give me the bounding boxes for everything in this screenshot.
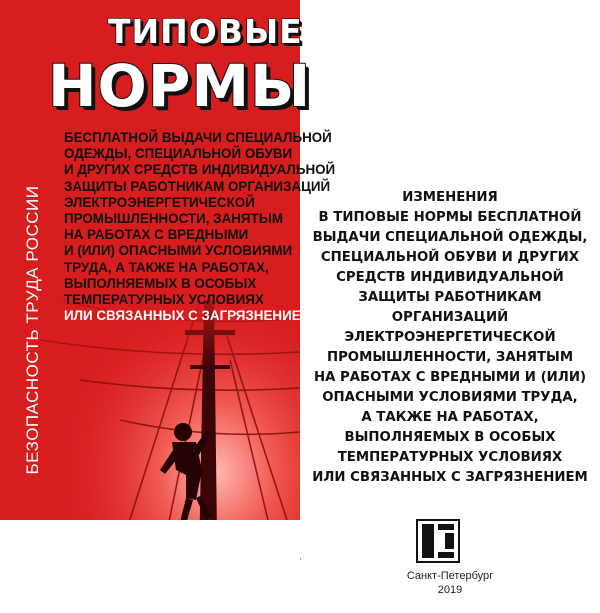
cover-title-main: НОРМЫ	[48, 52, 312, 120]
cover-line: БЕСПЛАТНОЙ ВЫДАЧИ СПЕЦИАЛЬНОЙ	[64, 130, 332, 145]
cover-line: ПРОМЫШЛЕННОСТИ, ЗАНЯТЫМ	[64, 210, 283, 226]
title-line: ВЫДАЧИ СПЕЦИАЛЬНОЙ ОДЕЖДЫ,	[312, 230, 588, 245]
cover-line: И ДРУГИХ СРЕДСТВ ИНДИВИДУАЛЬНОЙ	[64, 162, 336, 178]
publisher-logo-icon	[416, 519, 460, 563]
cover-line: НА РАБОТАХ С ВРЕДНЫМИ	[64, 227, 249, 243]
series-title: БЕЗОПАСНОСТЬ ТРУДА РОССИИ	[23, 185, 42, 475]
title-line: ЭЛЕКТРОЭНЕРГЕТИЧЕСКОЙ	[344, 330, 556, 345]
publication-city: Санкт-Петербург	[406, 570, 494, 582]
cover-line: ИЛИ СВЯЗАННЫХ С ЗАГРЯЗНЕНИЕМ	[64, 308, 312, 324]
title-line: В ТИПОВЫЕ НОРМЫ БЕСПЛАТНОЙ	[318, 210, 582, 225]
title-line: ИЗМЕНЕНИЯ	[402, 190, 498, 205]
cover-title-top: ТИПОВЫЕ	[108, 12, 303, 51]
title-line: ВЫПОЛНЯЕМЫХ В ОСОБЫХ	[344, 430, 556, 445]
title-line: А ТАКЖЕ НА РАБОТАХ,	[361, 410, 539, 425]
cover-description	[64, 130, 336, 324]
cover-line: ЭЛЕКТРОЭНЕРГЕТИЧЕСКОЙ	[64, 194, 255, 210]
title-line: НА РАБОТАХ С ВРЕДНЫМИ И (ИЛИ)	[313, 370, 587, 385]
title-line: ОПАСНЫМИ УСЛОВИЯМИ ТРУДА,	[322, 390, 578, 405]
cover-line: ОДЕЖДЫ, СПЕЦИАЛЬНОЙ ОБУВИ	[64, 146, 293, 162]
cover-line: ТРУДА, А ТАКЖЕ НА РАБОТАХ,	[64, 259, 269, 275]
publication-year: 2019	[437, 584, 463, 596]
title-line: ИЛИ СВЯЗАННЫХ С ЗАГРЯЗНЕНИЕМ	[312, 470, 588, 485]
title-line: ПРОМЫШЛЕННОСТИ, ЗАНЯТЫМ	[326, 350, 574, 365]
title-page-heading	[300, 188, 600, 488]
cover-line: ТЕМПЕРАТУРНЫХ УСЛОВИЯХ	[64, 291, 264, 307]
title-line: СПЕЦИАЛЬНОЙ ОБУВИ И ДРУГИХ	[320, 250, 580, 265]
cover-line: ЗАЩИТЫ РАБОТНИКАМ ОРГАНИЗАЦИЙ	[64, 178, 331, 194]
title-line: ЗАЩИТЫ РАБОТНИКАМ	[358, 290, 542, 305]
title-line: СРЕДСТВ ИНДИВИДУАЛЬНОЙ	[336, 270, 564, 285]
cover-line: ВЫПОЛНЯЕМЫХ В ОСОБЫХ	[64, 275, 257, 291]
title-line: ОРГАНИЗАЦИЙ	[391, 310, 509, 325]
cover-line: И (ИЛИ) ОПАСНЫМИ УСЛОВИЯМИ	[64, 243, 293, 259]
series-strip	[18, 120, 48, 540]
title-line: ТЕМПЕРАТУРНЫХ УСЛОВИЯХ	[337, 450, 563, 465]
